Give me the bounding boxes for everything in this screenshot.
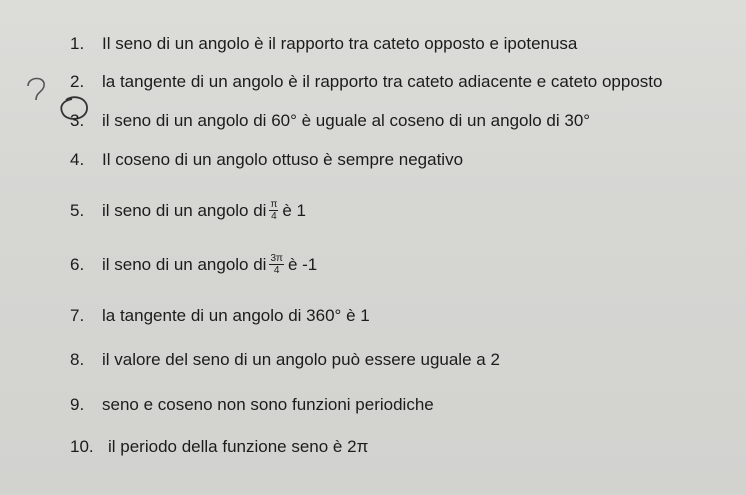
statement-4 — [70, 150, 463, 170]
item-number: 9. — [70, 395, 85, 414]
statement-2 — [70, 72, 662, 92]
fraction-denominator: 4 — [273, 265, 280, 276]
item-number: 6. — [70, 254, 85, 274]
statement-3 — [70, 111, 590, 131]
statement-text: Il seno di un angolo è il rapporto tra cateto opposto e ipotenusa — [102, 34, 578, 53]
statement-7 — [70, 306, 370, 326]
fraction-denominator: 4 — [271, 211, 277, 222]
item-number: 10. — [70, 437, 94, 456]
item-number: 1. — [70, 34, 85, 53]
statement-text-pre: il seno di un angolo di — [102, 111, 272, 130]
statement-text: la tangente di un angolo è il rapporto tra cateto adiacente e cateto opposto — [102, 72, 663, 91]
statement-10 — [70, 437, 368, 457]
statement-text-post: è -1 — [287, 254, 318, 274]
statement-text: il valore del seno di un angolo può essere uguale a 2 — [102, 350, 500, 369]
item-number: 7. — [70, 306, 85, 325]
statement-text: seno e coseno non sono funzioni periodiche — [102, 395, 434, 414]
fraction-numerator: π — [270, 199, 278, 210]
angle-value: 30° — [564, 111, 591, 130]
item-number: 4. — [70, 150, 85, 169]
statement-6 — [70, 253, 317, 276]
item-number: 3. — [70, 111, 85, 130]
fraction — [269, 199, 278, 222]
statement-text-pre: il seno di un angolo di — [102, 254, 267, 274]
statement-text: Il coseno di un angolo ottuso è sempre negativo — [102, 150, 464, 169]
handwritten-question-mark — [22, 74, 52, 110]
statement-9 — [70, 395, 434, 415]
statement-text-post: è 1 — [282, 200, 307, 220]
fraction — [269, 253, 283, 276]
statement-8 — [70, 350, 500, 370]
statement-text-mid: è uguale al coseno di un angolo di — [296, 111, 565, 130]
item-number: 5. — [70, 200, 85, 220]
statement-5 — [70, 199, 306, 222]
item-number: 2. — [70, 72, 85, 91]
statement-text: il periodo della funzione seno è 2π — [108, 437, 369, 456]
item-number: 8. — [70, 350, 85, 369]
statement-1 — [70, 34, 577, 54]
fraction-numerator: 3π — [270, 253, 283, 264]
angle-value: 60° — [271, 111, 297, 130]
statement-text-post: è 1 — [341, 306, 370, 325]
statement-text-pre: la tangente di un angolo di — [102, 306, 307, 325]
statement-text-pre: il seno di un angolo di — [102, 200, 267, 220]
angle-value: 360° — [306, 306, 342, 325]
